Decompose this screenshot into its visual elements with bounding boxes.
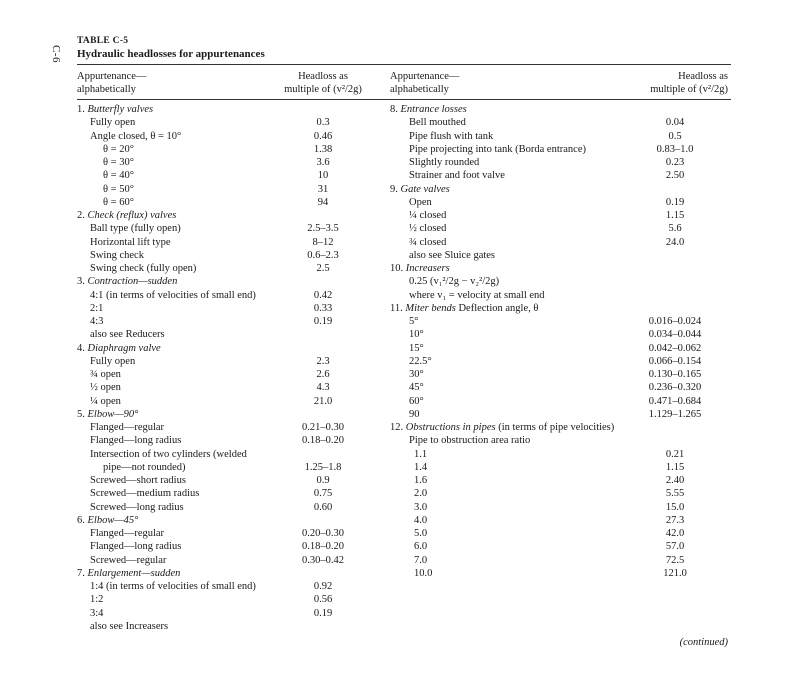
appurtenance-label: Open (409, 196, 432, 208)
table-row (0, 620, 800, 633)
appurtenance-label: ½ closed (409, 223, 447, 235)
table-row (0, 554, 800, 567)
section-heading: 6. Elbow—45° (77, 514, 139, 526)
headloss-value: 1.15 (665, 210, 685, 221)
appurtenance-label: ¼ open (90, 395, 121, 407)
appurtenance-label: Pipe projecting into tank (Borda entrance) (409, 143, 586, 155)
table-row (0, 540, 800, 553)
headloss-value: 0.016–0.024 (648, 316, 702, 327)
appurtenance-label: 3:4 (90, 607, 104, 619)
appurtenance-label: also see Sluice gates (409, 249, 496, 261)
headloss-value: 0.60 (313, 501, 333, 513)
section-heading: 7. Enlargement—sudden (77, 567, 181, 579)
table-row (0, 395, 800, 408)
appurtenance-label: Screwed—regular (90, 554, 167, 566)
headloss-value: 0.75 (313, 488, 333, 500)
header-col4 (650, 70, 728, 96)
headloss-value: 1.129–1.265 (648, 408, 702, 420)
appurtenance-label: 22.5° (409, 355, 432, 367)
header-col1-line1: Appurtenance— (77, 71, 147, 82)
appurtenance-label: 1:2 (90, 594, 104, 606)
table-row (0, 567, 800, 580)
section-heading: 2. Check (reflux) valves (77, 210, 177, 221)
headloss-value: 0.18–0.20 (302, 435, 344, 447)
appurtenance-label: θ = 30° (103, 157, 134, 168)
header-col3 (390, 70, 459, 96)
table-row (0, 474, 800, 487)
table-row (0, 408, 800, 421)
header-rule (77, 99, 731, 100)
headloss-value: 1.15 (665, 461, 685, 473)
headloss-value: 0.9 (316, 475, 330, 486)
section-heading: 1. Butterfly valves (77, 104, 154, 115)
table-row (0, 501, 800, 514)
header-col1-line2: alphabetically (77, 84, 136, 95)
headloss-value: 15.0 (665, 501, 685, 513)
top-rule (77, 64, 731, 65)
appurtenance-label: Angle closed, θ = 10° (90, 130, 182, 142)
appurtenance-label: ¼ closed (409, 210, 447, 221)
table-row (0, 328, 800, 341)
table-row (0, 381, 800, 394)
headloss-value: 2.50 (665, 170, 685, 182)
appurtenance-label: Slightly rounded (409, 157, 480, 168)
headloss-value: 1.25–1.8 (304, 461, 342, 473)
headloss-value: 8–12 (312, 236, 334, 248)
section-heading: 12. Obstructions in pipes (in terms of pipe velocities) (390, 422, 615, 433)
headloss-value: 2.6 (316, 369, 330, 380)
headloss-value: 31 (317, 183, 329, 195)
appurtenance-label: Fully open (90, 117, 136, 129)
table-row (0, 262, 800, 275)
table-row (0, 236, 800, 249)
header-col2-line2: multiple of (v²/2g) (284, 84, 362, 95)
appurtenance-label: 2:1 (90, 302, 104, 314)
headloss-value: 10 (317, 170, 329, 182)
table-row (0, 487, 800, 500)
appurtenance-label: 1.6 (414, 475, 428, 486)
headloss-value: 27.3 (665, 514, 685, 526)
appurtenance-label: 7.0 (414, 554, 428, 566)
section-heading: 5. Elbow—90° (77, 408, 139, 420)
appurtenance-label: 5° (409, 316, 419, 327)
continued-label: (continued) (679, 637, 728, 648)
headloss-value: 4.3 (316, 382, 330, 394)
appurtenance-label: 1.1 (414, 448, 428, 460)
section-heading: 11. Miter bends Deflection angle, θ (390, 302, 539, 314)
table-title: Hydraulic headlosses for appurtenances (77, 48, 265, 60)
header-col3-line1: Appurtenance— (390, 71, 460, 82)
table-row (0, 222, 800, 235)
table-row (0, 209, 800, 222)
headloss-value: 0.130–0.165 (648, 369, 702, 380)
appurtenance-label: 1.4 (414, 461, 428, 473)
appurtenance-label: 4:1 (in terms of velocities of small end) (90, 289, 256, 301)
section-heading: 8. Entrance losses (390, 104, 467, 115)
header-col2-line1: Headloss as (298, 71, 348, 82)
table-row (0, 421, 800, 434)
section-heading: 4. Diaphragm valve (77, 342, 161, 354)
table-row (0, 249, 800, 262)
table-row (0, 156, 800, 169)
appurtenance-label: 4:3 (90, 316, 104, 327)
headloss-value: 5.55 (665, 488, 685, 500)
appurtenance-label: Screwed—short radius (90, 475, 186, 486)
headloss-value: 94 (317, 196, 329, 208)
headloss-value: 1.38 (313, 143, 333, 155)
headloss-value: 21.0 (313, 395, 333, 407)
headloss-value: 0.19 (313, 316, 333, 327)
headloss-value: 42.0 (665, 528, 685, 539)
table-row (0, 434, 800, 447)
table-label: TABLE C-5 (77, 36, 129, 46)
headloss-value: 0.19 (313, 607, 333, 619)
table-row (0, 355, 800, 368)
headloss-value: 57.0 (665, 541, 685, 553)
table-row (0, 527, 800, 540)
appurtenance-label: ¾ open (90, 369, 121, 380)
appurtenance-label: Flanged—long radius (90, 541, 182, 553)
appurtenance-label: Intersection of two cylinders (welded (90, 448, 247, 460)
headloss-value: 0.042–0.062 (648, 342, 702, 354)
appurtenance-label: 90 (409, 408, 420, 420)
table-row (0, 368, 800, 381)
appurtenance-label: 10° (409, 329, 424, 341)
headloss-value: 5.6 (668, 223, 682, 235)
appurtenance-label: ½ open (90, 382, 121, 394)
appurtenance-label: 1:4 (in terms of velocities of small end) (90, 581, 256, 592)
headloss-value: 0.33 (313, 302, 333, 314)
table-row (0, 116, 800, 129)
table-row (0, 196, 800, 209)
headloss-value: 2.3 (316, 355, 330, 367)
appurtenance-label: Swing check (90, 249, 144, 261)
headloss-value: 0.6–2.3 (307, 249, 339, 261)
table-row (0, 103, 800, 116)
appurtenance-label: Pipe to obstruction area ratio (409, 435, 531, 447)
appurtenance-label: Strainer and foot valve (409, 170, 505, 182)
appurtenance-label: Flanged—regular (90, 422, 165, 433)
headloss-value: 0.236–0.320 (648, 382, 702, 394)
headloss-value: 0.18–0.20 (302, 541, 344, 553)
table-row (0, 315, 800, 328)
section-heading: 9. Gate valves (390, 183, 450, 195)
appurtenance-label: 15° (409, 342, 424, 354)
table-row (0, 461, 800, 474)
headloss-value: 0.56 (313, 594, 333, 606)
header-col4-line1: Headloss as (678, 71, 728, 82)
header-col1 (77, 70, 146, 96)
headloss-value: 0.19 (665, 196, 685, 208)
headloss-value: 2.5–3.5 (307, 223, 339, 235)
table-row (0, 448, 800, 461)
header-col2 (280, 70, 366, 96)
appurtenance-label: 4.0 (414, 514, 428, 526)
table-row (0, 607, 800, 620)
headloss-value: 0.23 (665, 157, 685, 168)
appurtenance-label: also see Reducers (90, 329, 165, 341)
appurtenance-label: ¾ closed (409, 236, 447, 248)
table-row (0, 580, 800, 593)
headloss-value: 2.5 (316, 263, 330, 274)
right-appurtenance-list (0, 103, 800, 580)
appurtenance-label: Ball type (fully open) (90, 223, 181, 235)
appurtenance-label: θ = 20° (103, 143, 134, 155)
appurtenance-label: 10.0 (414, 567, 433, 579)
table-row (0, 169, 800, 182)
appurtenance-label: θ = 50° (103, 183, 134, 195)
appurtenance-label: 2.0 (414, 488, 428, 500)
table-row (0, 593, 800, 606)
appurtenance-label: 6.0 (414, 541, 428, 553)
appurtenance-label: Horizontal lift type (90, 236, 171, 248)
appurtenance-label: 60° (409, 395, 424, 407)
table-row (0, 275, 800, 288)
appurtenance-label: Screwed—medium radius (90, 488, 200, 500)
section-heading: 3. Contraction—sudden (77, 276, 178, 288)
appurtenance-label: Fully open (90, 355, 136, 367)
table-row (0, 302, 800, 315)
appurtenance-label: Swing check (fully open) (90, 263, 197, 274)
headloss-value: 0.5 (668, 130, 682, 142)
appurtenance-label: 3.0 (414, 501, 428, 513)
headloss-value: 0.20–0.30 (302, 528, 344, 539)
header-col4-line2: multiple of (v²/2g) (650, 84, 728, 95)
table-row (0, 130, 800, 143)
page-number: C-6 (50, 45, 62, 63)
headloss-value: 24.0 (665, 236, 685, 248)
appurtenance-label: pipe—not rounded) (103, 461, 186, 473)
table-row (0, 143, 800, 156)
headloss-value: 0.04 (665, 117, 685, 129)
appurtenance-label: Screwed—long radius (90, 501, 184, 513)
table-row (0, 514, 800, 527)
appurtenance-label: θ = 40° (103, 170, 134, 182)
appurtenance-label: Pipe flush with tank (409, 130, 494, 142)
appurtenance-label: θ = 60° (103, 196, 134, 208)
header-col3-line2: alphabetically (390, 84, 449, 95)
headloss-value: 0.42 (313, 289, 333, 301)
headloss-value: 0.034–0.044 (648, 329, 702, 341)
appurtenance-label: Flanged—regular (90, 528, 165, 539)
headloss-value: 72.5 (665, 554, 685, 566)
headloss-value: 0.46 (313, 130, 333, 142)
headloss-value: 0.21–0.30 (302, 422, 344, 433)
headloss-value: 0.92 (313, 581, 333, 592)
headloss-value: 0.83–1.0 (656, 143, 694, 155)
headloss-value: 0.066–0.154 (648, 355, 702, 367)
appurtenance-label: 5.0 (414, 528, 428, 539)
appurtenance-label: 0.25 (v₁²/2g − v₂²/2g) (409, 276, 500, 288)
appurtenance-label: 45° (409, 382, 424, 394)
headloss-value: 121.0 (663, 567, 687, 579)
headloss-value: 0.3 (316, 117, 330, 129)
appurtenance-label: also see Increasers (90, 620, 169, 632)
headloss-value: 0.30–0.42 (302, 554, 344, 566)
table-row (0, 183, 800, 196)
table-row (0, 342, 800, 355)
appurtenance-label: 30° (409, 369, 424, 380)
section-heading: 10. Increasers (390, 263, 450, 274)
headloss-value: 2.40 (665, 475, 685, 486)
headloss-value: 0.471–0.684 (648, 395, 702, 407)
headloss-value: 3.6 (316, 157, 330, 168)
headloss-value: 0.21 (665, 448, 685, 460)
appurtenance-label: Flanged—long radius (90, 435, 182, 447)
appurtenance-label: Bell mouthed (409, 117, 466, 129)
table-row (0, 289, 800, 302)
appurtenance-label: where v₁ = velocity at small end (409, 289, 545, 301)
